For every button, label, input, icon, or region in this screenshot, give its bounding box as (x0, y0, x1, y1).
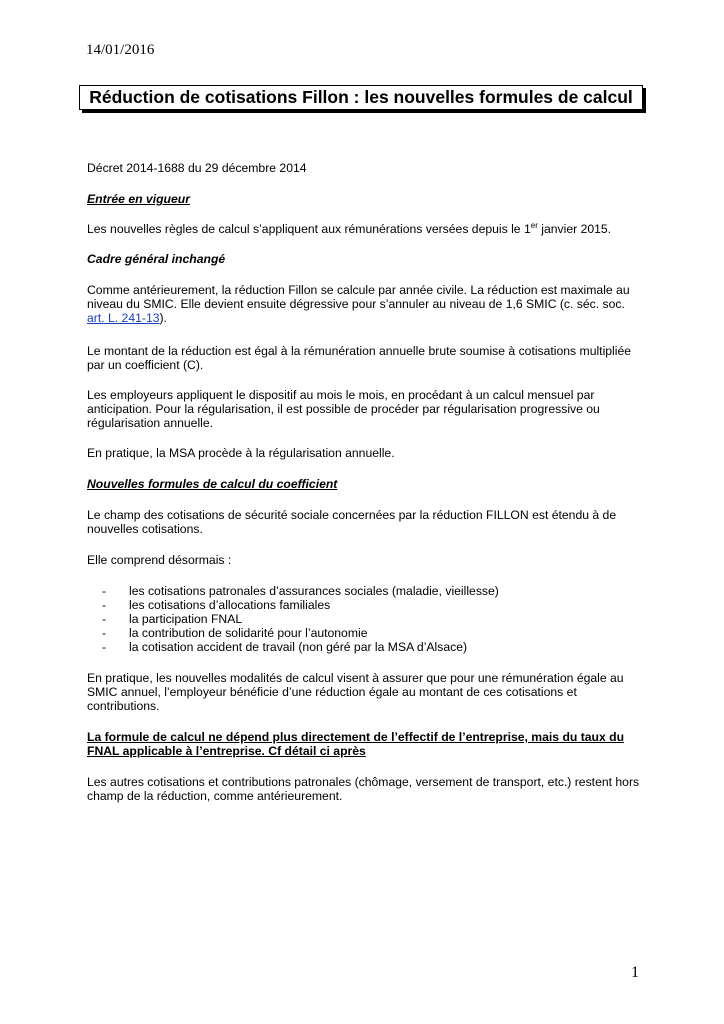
cotisations-list (102, 584, 499, 654)
paragraph-entree (87, 222, 642, 236)
list-item: - les cotisations d’allocations familiales (102, 598, 499, 612)
entree-text-before: Les nouvelles règles de calcul s’appliquent aux rémunérations versées depuis le 1 (87, 222, 531, 236)
paragraph-nouvelles-2: Elle comprend désormais : (87, 553, 232, 567)
document-date: 14/01/2016 (86, 42, 155, 58)
entree-superscript: er (530, 221, 538, 230)
paragraph-cadre-1 (87, 283, 642, 325)
decree-reference: Décret 2014-1688 du 29 décembre 2014 (87, 161, 307, 175)
paragraph-formule-bold: La formule de calcul ne dépend plus directement de l’effectif de l’entreprise, mais du taux du FNAL applicable à l’entreprise. Cf détail ci après (87, 730, 625, 758)
list-item: - la cotisation accident de travail (non géré par la MSA d’Alsace) (102, 640, 499, 654)
cadre-p1-text: Comme antérieurement, la réduction Fillon se calcule par année civile. La réduction est maximale au niveau du SMIC. Elle devient ensuite dégressive pour s’annuler au niveau de 1,6 SMIC (c. séc. soc. (87, 283, 630, 311)
cadre-p1-end: ). (159, 311, 167, 325)
entree-text-after: janvier 2015. (537, 222, 612, 236)
list-item: - les cotisations patronales d’assurances sociales (maladie, vieillesse) (102, 584, 499, 598)
heading-entree-en-vigueur: Entrée en vigueur (87, 192, 190, 206)
paragraph-nouvelles-1: Le champ des cotisations de sécurité sociale concernées par la réduction FILLON est étendu à de nouvelles cotisations. (87, 508, 617, 536)
paragraph-cadre-4: En pratique, la MSA procède à la régularisation annuelle. (87, 446, 395, 460)
paragraph-nouvelles-3: En pratique, les nouvelles modalités de calcul visent à assurer que pour une rémunération égale au SMIC annuel, l’employeur bénéficie d’une réduction égale au montant de ces cotisations et contributions. (87, 671, 624, 713)
article-link[interactable]: art. L. 241-13 (87, 311, 160, 325)
paragraph-cadre-3: Les employeurs appliquent le dispositif au mois le mois, en procédant à un calcul mensuel par anticipation. Pour la régularisation, il est possible de procéder par régularisation progressive ou régularisation annuelle. (87, 388, 600, 430)
heading-cadre-general: Cadre général inchangé (87, 252, 226, 266)
list-item: - la participation FNAL (102, 612, 499, 626)
page-number: 1 (631, 964, 639, 981)
document-title: Réduction de cotisations Fillon : les nouvelles formules de calcul (79, 85, 643, 110)
paragraph-nouvelles-5: Les autres cotisations et contributions patronales (chômage, versement de transport, etc.) restent hors champ de la réduction, comme antérieurement. (87, 775, 640, 803)
heading-nouvelles-formules: Nouvelles formules de calcul du coefficient (87, 477, 338, 491)
list-item: - la contribution de solidarité pour l’autonomie (102, 626, 499, 640)
paragraph-cadre-2: Le montant de la réduction est égal à la rémunération annuelle brute soumise à cotisations multipliée par un coefficient (C). (87, 344, 632, 372)
